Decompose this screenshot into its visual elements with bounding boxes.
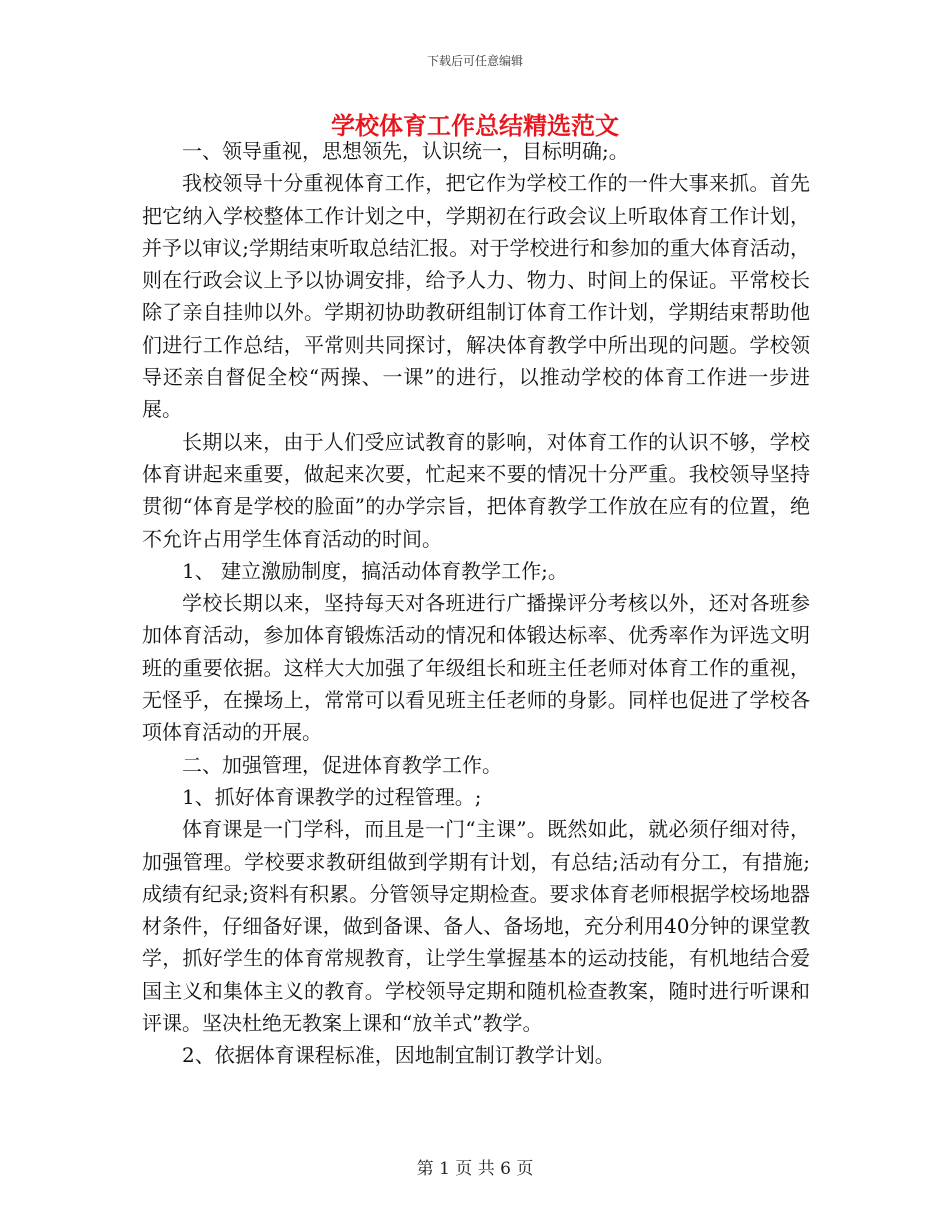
body-paragraph: 学校长期以来，坚持每天对各班进行广播操评分考核以外，还对各班参加体育活动，参加体育锻炼活动的情况和体锻达标率、优秀率作为评选文明班的重要依据。这样大大加强了年级组长和班主任老师对体育工作的重视，无怪乎，在操场上，常常可以看见班主任老师的身影。同样也促进了学校各项体育活动的开展。	[142, 591, 810, 745]
subsection-heading: 2、依据体育课程标准，因地制宜制订教学计划。	[182, 1043, 615, 1068]
subsection-heading: 1、 建立激励制度，搞活动体育教学工作;。	[182, 558, 568, 583]
body-paragraph: 我校领导十分重视体育工作，把它作为学校工作的一件大事来抓。首先把它纳入学校整体工作计划之中，学期初在行政会议上听取体育工作计划，并予以审议;学期结束听取总结汇报。对于学校进行和参加的重大体育活动，则在行政会议上予以协调安排，给予人力、物力、时间上的保证。平常校长除了亲自挂帅以外。学期初协助教研组制订体育工作计划，学期结束帮助他们进行工作总结，平常则共同探讨，解决体育教学中所出现的问题。学校领导还亲自督促全校“两操、一课”的进行，以推动学校的体育工作进一步进展。	[142, 171, 810, 422]
document-body	[142, 135, 810, 1072]
document-title: 学校体育工作总结精选范文	[331, 111, 619, 140]
section-heading-2: 二、加强管理，促进体育教学工作。	[182, 752, 502, 777]
page-header-note: 下载后可任意编辑	[426, 54, 523, 68]
section-heading-1: 一、领导重视，思想领先，认识统一，目标明确;。	[182, 139, 629, 163]
body-paragraph: 体育课是一门学科，而且是一门“主课”。既然如此，就必须仔细对待，加强管理。学校要求教研组做到学期有计划，有总结;活动有分工，有措施;成绩有纪录;资料有积累。分管领导定期检查。要求体育老师根据学校场地器材条件，仔细备好课，做到备课、备人、备场地，充分利用40分钟的课堂教学，抓好学生的体育常规教育，让学生掌握基本的运动技能，有机地结合爱国主义和集体主义的教育。学校领导定期和随机检查教案，随时进行听课和评课。坚决杜绝无教案上课和“放羊式”教学。	[142, 817, 810, 1036]
body-paragraph: 长期以来，由于人们受应试教育的影响，对体育工作的认识不够，学校体育讲起来重要，做起来次要，忙起来不要的情况十分严重。我校领导坚持贯彻“体育是学校的脸面”的办学宗旨，把体育教学工作放在应有的位置，绝不允许占用学生体育活动的时间。	[142, 429, 810, 551]
page-footer: 第 1 页 共 6 页	[416, 1159, 534, 1179]
subsection-heading: 1、抓好体育课教学的过程管理。;	[182, 784, 482, 809]
